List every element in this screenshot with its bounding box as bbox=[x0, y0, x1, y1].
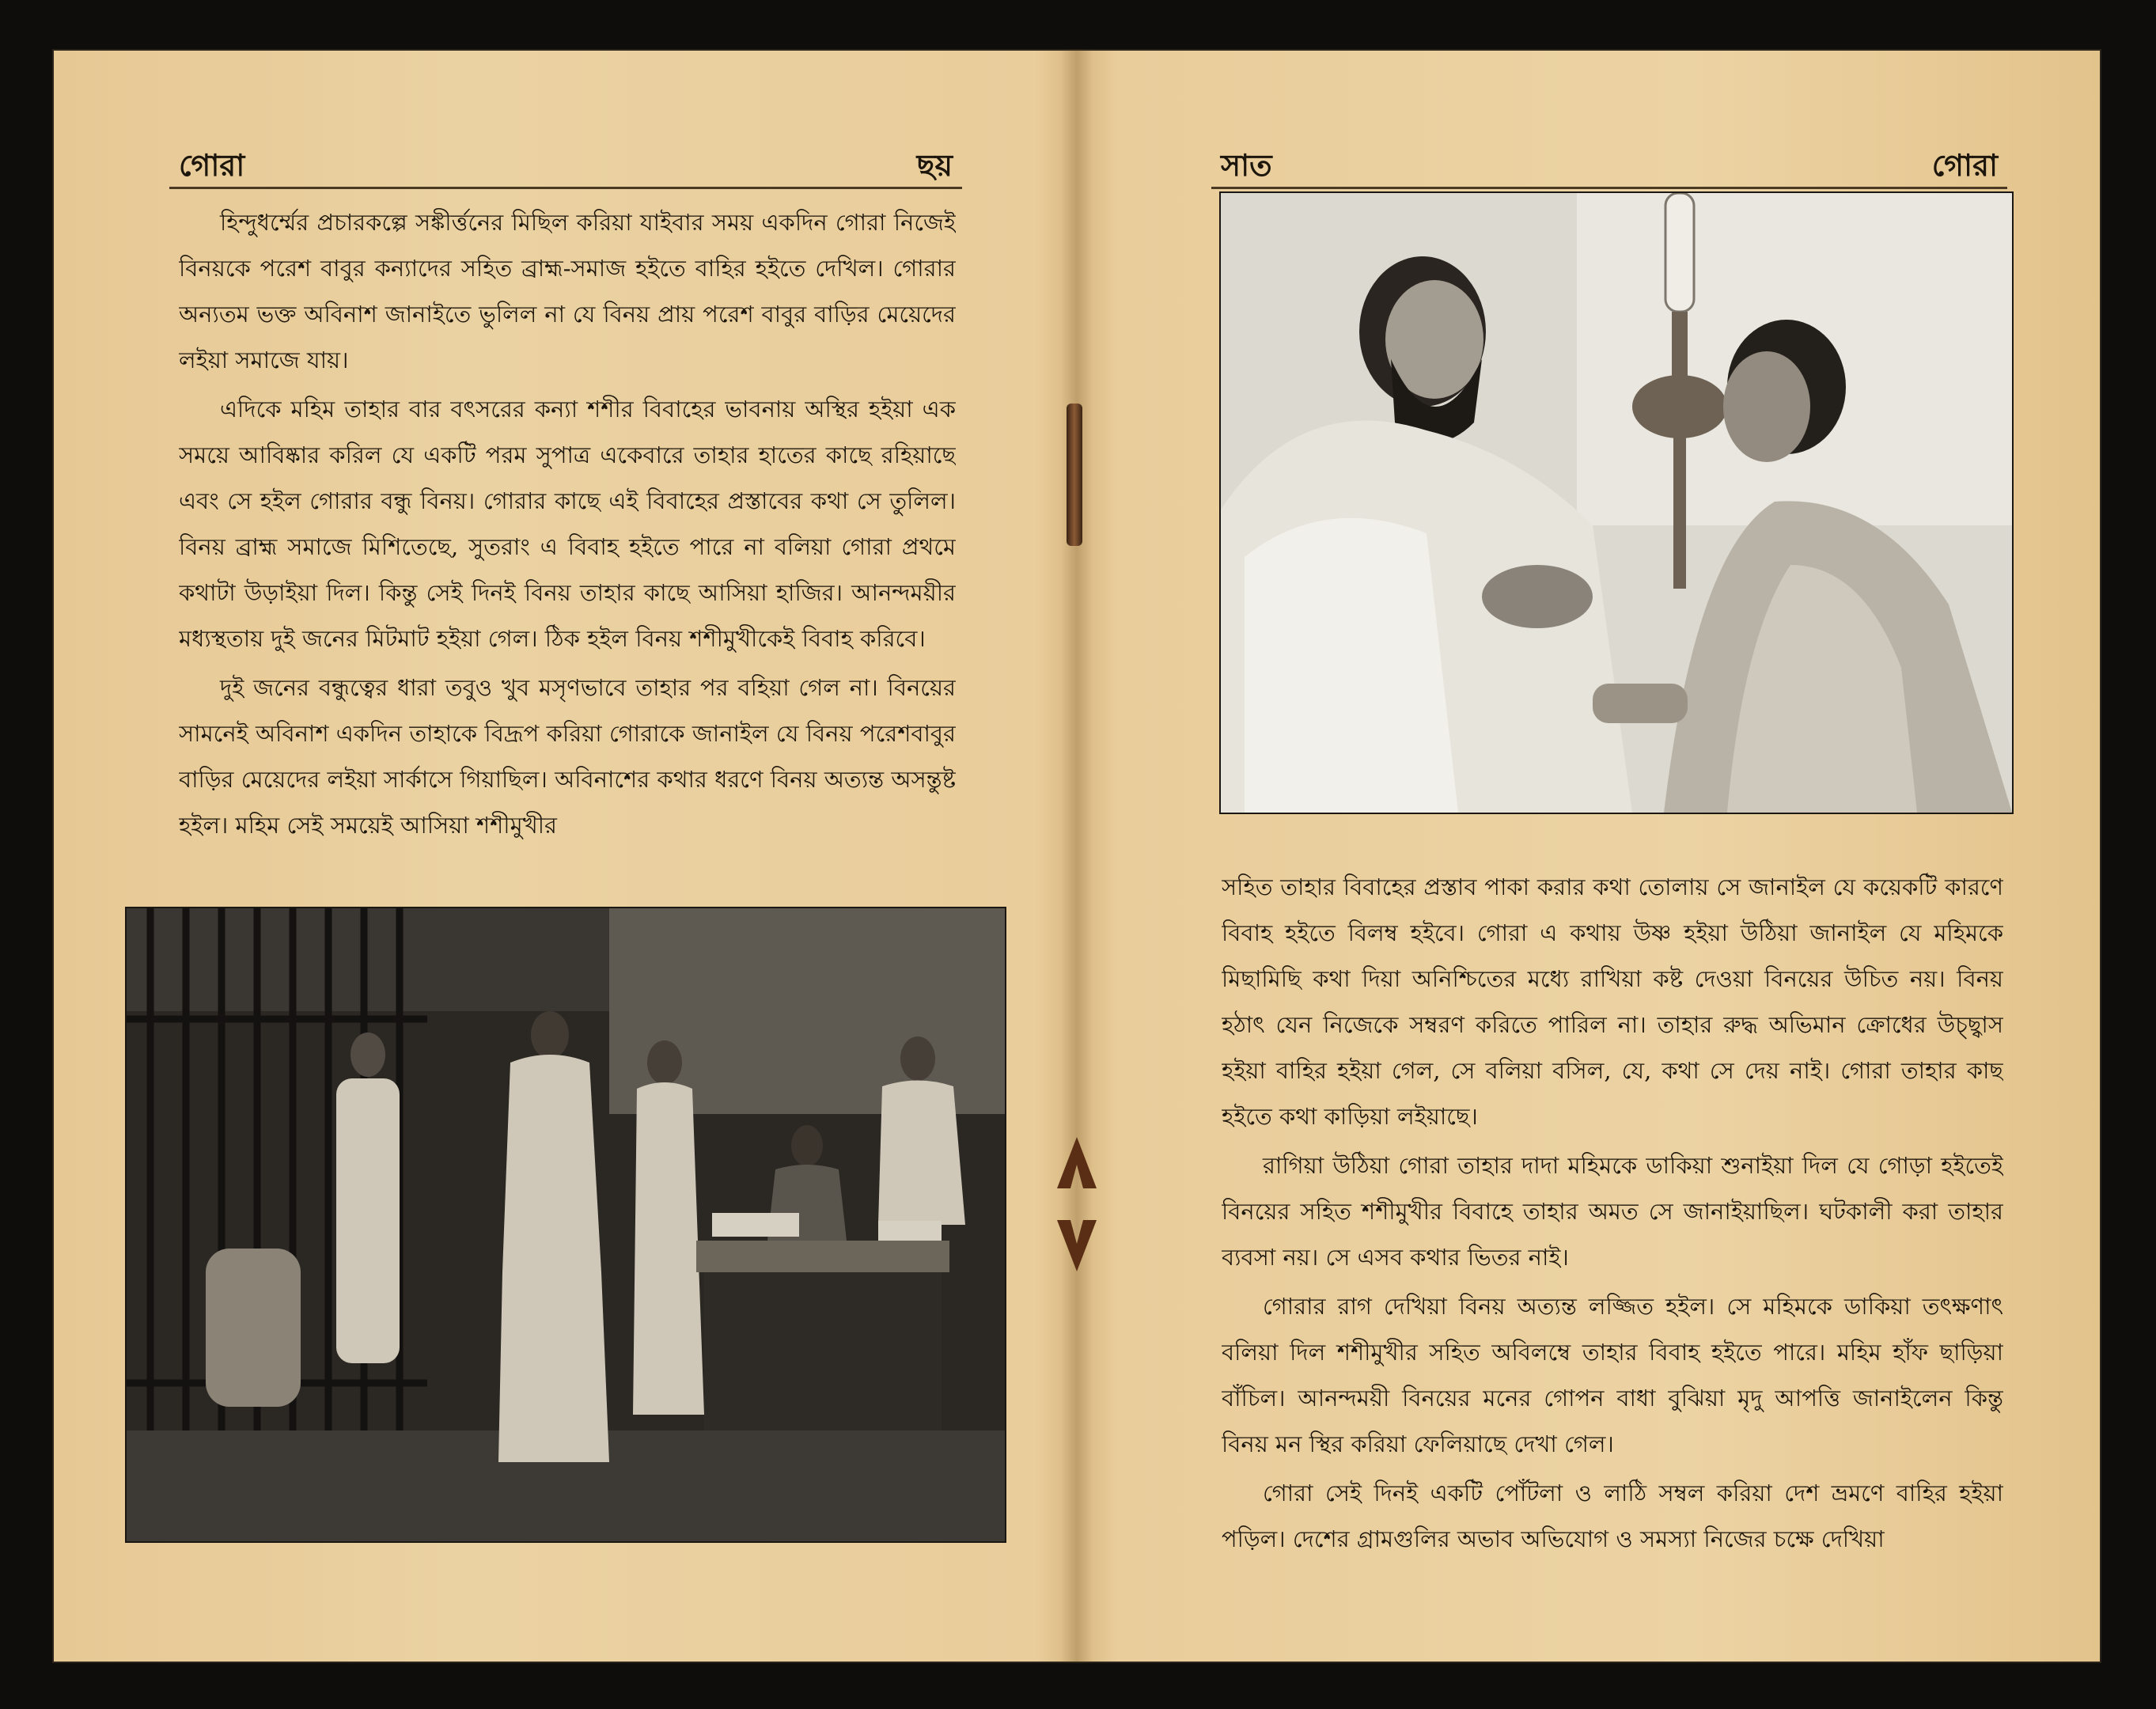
left-header-title: গোরা bbox=[179, 147, 245, 183]
right-running-head bbox=[1211, 136, 2007, 189]
courtroom-photo bbox=[125, 907, 1006, 1543]
lamp-scene-photo bbox=[1219, 191, 2014, 814]
left-paragraph-1: হিন্দুধর্ম্মের প্রচারকল্পে সঙ্কীর্ত্তনের মিছিল করিয়া যাইবার সময় একদিন গোরা নিজেই বিনয়কে পরেশ বাবুর কন্যাদের সহিত ব্রাহ্ম-সমাজ হইতে বাহির হইতে দেখিল। গোরার অন্যতম ভক্ত অবিনাশ জানাইতে ভুলিল না যে বিনয় প্রায় পরেশ বাবুর বাড়ির মেয়েদের লইয়া সমাজে যায়। bbox=[179, 209, 956, 373]
right-paragraph-4: গোরা সেই দিনই একটি পোঁটলা ও লাঠি সম্বল করিয়া দেশ ভ্রমণে বাহির হইয়া পড়িল। দেশের গ্রামগুলির অভাব অভিযোগ ও সমস্যা নিজের চক্ষে দেখিয়া bbox=[1222, 1480, 2003, 1552]
left-header-page-number: ছয় bbox=[916, 147, 953, 183]
left-paragraph-2: এদিকে মহিম তাহার বার বৎসরের কন্যা শশীর বিবাহের ভাবনায় অস্থির হইয়া এক সময়ে আবিষ্কার করিল যে একটি পরম সুপাত্র একেবারে তাহার হাতের কাছে রহিয়াছে এবং সে হইল গোরার বন্ধু বিনয়। গোরার কাছে এই বিবাহের প্রস্তাবের কথা সে তুলিল। বিনয় ব্রাহ্ম সমাজে মিশিতেছে, সুতরাং এ বিবাহ হইতে পারে না বলিয়া গোরা প্রথমে কথাটা উড়াইয়া দিল। কিন্তু সেই দিনই বিনয় তাহার কাছে আসিয়া হাজির। আনন্দময়ীর মধ্যস্থতায় দুই জনের মিটমাট হইয়া গেল। ঠিক হইল বিনয় শশীমুখীকেই বিবাহ করিবে। bbox=[179, 396, 956, 652]
right-paragraph-1: সহিত তাহার বিবাহের প্রস্তাব পাকা করার কথা তোলায় সে জানাইল যে কয়েকটি কারণে বিবাহ হইতে বিলম্ব হইবে। গোরা এ কথায় উষ্ণ হইয়া উঠিয়া জানাইল যে মহিমকে মিছামিছি কথা দিয়া অনিশ্চিতের মধ্যে রাখিয়া কষ্ট দেওয়া বিনয়ের উচিত নয়। বিনয় হঠাৎ যেন নিজেকে সম্বরণ করিতে পারিল না। তাহার রুদ্ধ অভিমান ক্রোধের উচ্ছ্বাস হইয়া বাহির হইয়া গেল, সে বলিয়া বসিল, যে, কথা সে দেয় নাই। গোরা তাহার কাছ হইতে কথা কাড়িয়া লইয়াছে। bbox=[1222, 873, 2003, 1130]
right-paragraph-3: গোরার রাগ দেখিয়া বিনয় অত্যন্ত লজ্জিত হইল। সে মহিমকে ডাকিয়া তৎক্ষণাৎ বলিয়া দিল শশীমুখীর সহিত অবিলম্বে তাহার বিবাহ হইতে পারে। মহিম হাঁফ ছাড়িয়া বাঁচিল। আনন্দময়ী বিনয়ের মনের গোপন বাধা বুঝিয়া মৃদু আপত্তি জানাইলেন কিন্তু বিনয় মন স্থির করিয়া ফেলিয়াছে দেখা গেল। bbox=[1222, 1293, 2003, 1457]
left-page bbox=[52, 49, 1077, 1663]
right-header-page-number: সাত bbox=[1221, 147, 1272, 183]
left-running-head bbox=[169, 136, 962, 189]
right-header-title: গোরা bbox=[1931, 147, 1998, 183]
left-body-text bbox=[179, 199, 956, 931]
booklet-spread bbox=[52, 49, 2101, 1663]
right-paragraph-2: রাগিয়া উঠিয়া গোরা তাহার দাদা মহিমকে ডাকিয়া শুনাইয়া দিল যে গোড়া হইতেই বিনয়ের সহিত শশীমুখীর বিবাহে তাহার অমত সে জানাইয়াছিল। ঘটকালী করা তাহার ব্যবসা নয়। সে এসব কথার ভিতর নাই। bbox=[1222, 1152, 2003, 1271]
right-body-text bbox=[1222, 864, 2003, 1624]
left-paragraph-3: দুই জনের বন্ধুত্বের ধারা তবুও খুব মসৃণভাবে তাহার পর বহিয়া গেল না। বিনয়ের সামনেই অবিনাশ একদিন তাহাকে বিদ্রূপ করিয়া গোরাকে জানাইল যে বিনয় পরেশবাবুর বাড়ির মেয়েদের লইয়া সার্কাসে গিয়াছিল। অবিনাশের কথার ধরণে বিনয় অত্যন্ত অসন্তুষ্ট হইল। মহিম সেই সময়েই আসিয়া শশীমুখীর bbox=[179, 674, 956, 839]
